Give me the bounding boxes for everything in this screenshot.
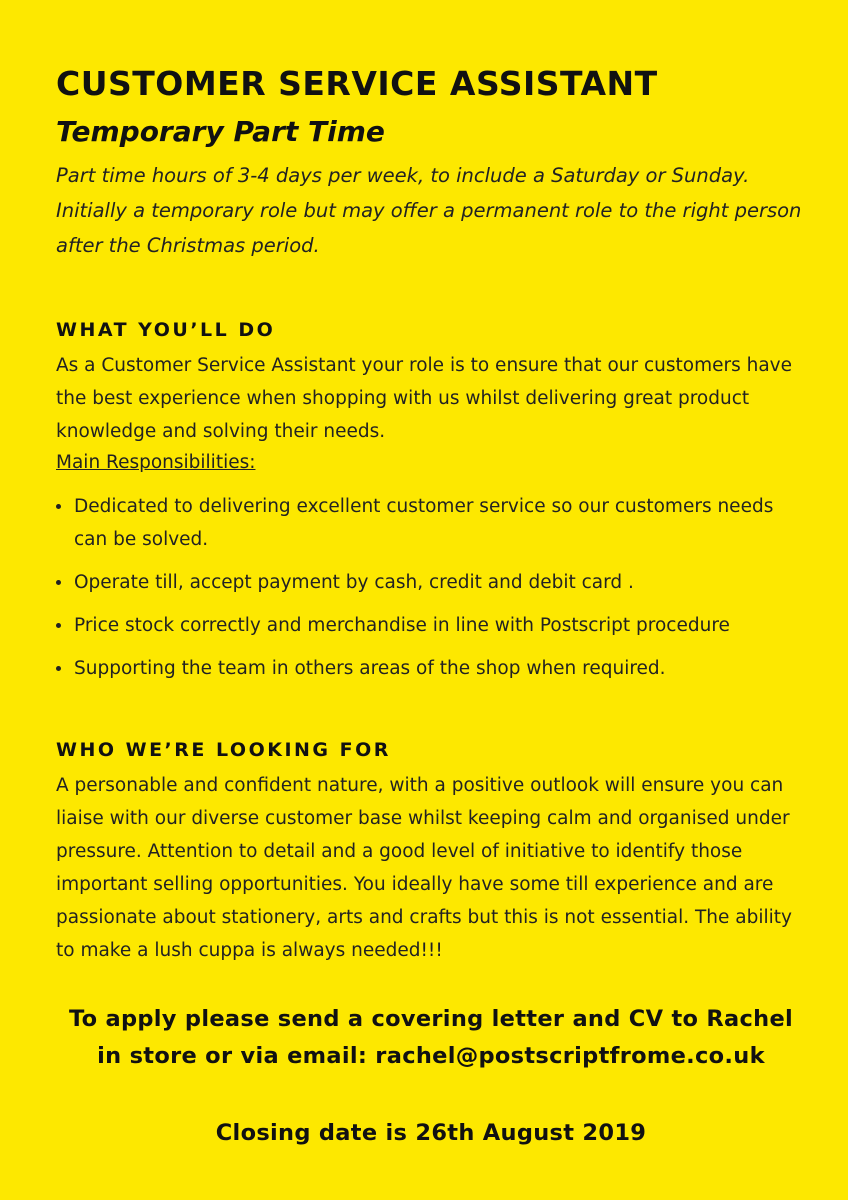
who-were-looking-for-section (56, 735, 806, 967)
what-youll-do-heading: WHAT YOU’LL DO (56, 319, 276, 341)
list-item-text: Supporting the team in others areas of the shop when required. (74, 658, 666, 679)
what-youll-do-section (56, 315, 806, 685)
list-item-text: Operate till, accept payment by cash, credit and debit card . (74, 572, 634, 593)
job-title: CUSTOMER SERVICE ASSISTANT (56, 64, 658, 103)
bullet-icon (56, 504, 61, 509)
list-item-text: Dedicated to delivering excellent customer service so our customers needs can be solved. (74, 496, 774, 550)
job-advert (56, 62, 806, 1152)
what-youll-do-body: As a Customer Service Assistant your role is to ensure that our customers have the best experience when shopping with us whilst delivering great product knowledge and solving their needs. (56, 355, 792, 442)
bullet-icon (56, 666, 61, 671)
responsibilities-label: Main Responsibilities: (56, 452, 256, 473)
job-subtitle: Temporary Part Time (56, 115, 385, 148)
closing-date: Closing date is 26th August 2019 (215, 1120, 647, 1146)
apply-instructions: To apply please send a covering letter and CV to Rachel in store or via email: rachel@postscriptfrome.co.uk (68, 1006, 794, 1069)
list-item (56, 652, 806, 685)
who-were-looking-for-body: A personable and confident nature, with a positive outlook will ensure you can liaise with our diverse customer base whilst keeping calm and organised under pressure. Attention to detail and a good level of initiative to identify those important selling opportunities. You ideally have some till experience and are passionate about stationery, arts and crafts but this is not essential. The ability to make a lush cuppa is always needed!!! (56, 775, 792, 961)
bullet-icon (56, 623, 61, 628)
responsibilities-list (56, 490, 806, 685)
list-item (56, 566, 806, 599)
who-were-looking-for-heading: WHO WE’RE LOOKING FOR (56, 739, 391, 761)
intro-text: Part time hours of 3-4 days per week, to include a Saturday or Sunday. Initially a temporary role but may offer a permanent role to the right person after the Christmas period. (56, 164, 802, 257)
list-item (56, 609, 806, 642)
bullet-icon (56, 580, 61, 585)
list-item-text: Price stock correctly and merchandise in line with Postscript procedure (74, 615, 730, 636)
list-item (56, 490, 806, 556)
